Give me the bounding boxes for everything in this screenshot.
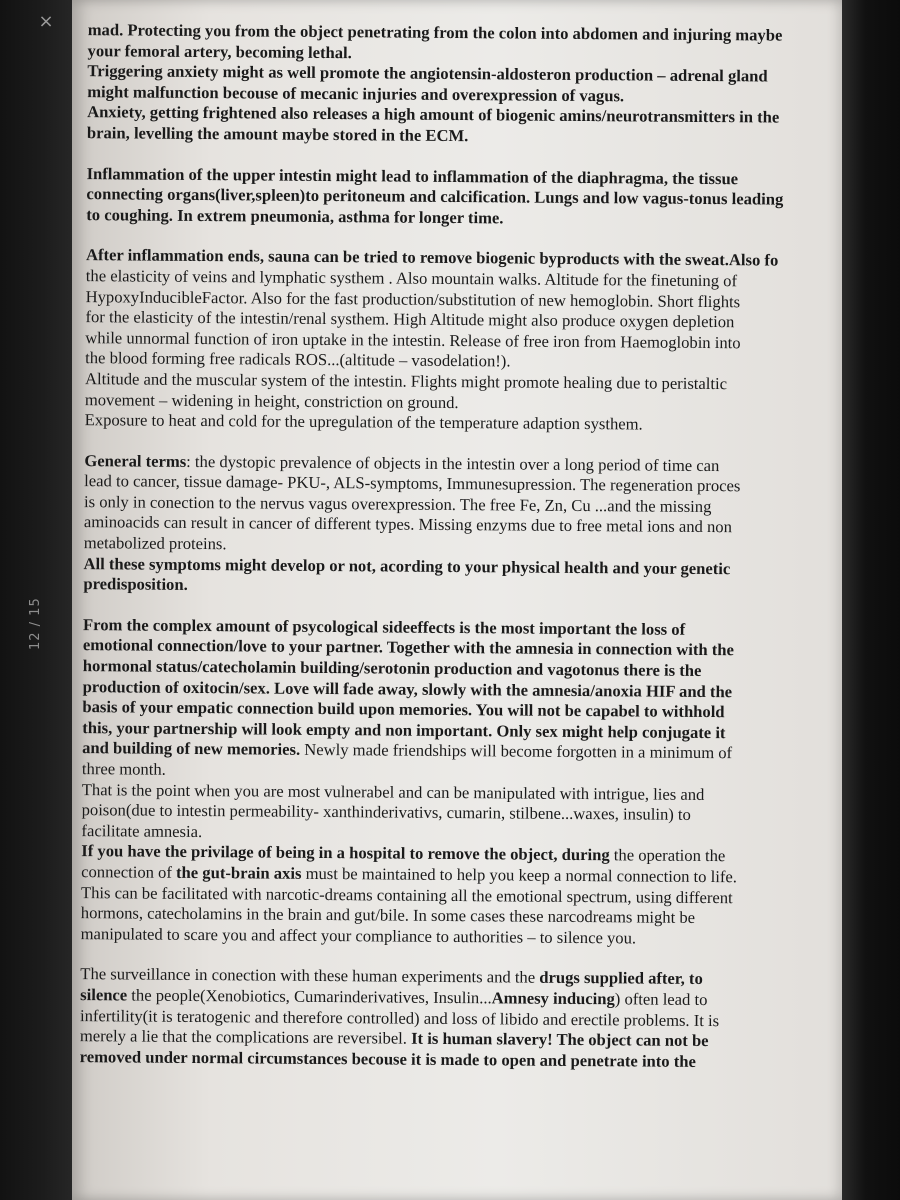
- text-segment: must be maintained to help you keep a normal connection to life.: [301, 863, 737, 887]
- bold-text-segment: All these symptoms might develop or not, acording to your physical health and your genetic: [83, 553, 731, 578]
- text-segment: Exposure to heat and cold for the upregulation of the temperature adaption systhem.: [84, 410, 643, 434]
- text-segment: connection of: [81, 862, 177, 882]
- bold-text-segment: silence: [80, 985, 128, 1005]
- bold-text-segment: connecting organs(liver,spleen)to peritoneum and calcification. Lungs and low vagus-tonus leading: [86, 184, 784, 209]
- bold-text-segment: might malfunction becouse of mecanic injuries and overexpression of vagus.: [87, 81, 625, 106]
- text-segment: metabolized proteins.: [83, 533, 227, 554]
- text-segment: facilitate amnesia.: [81, 820, 203, 841]
- bold-text-segment: removed under normal circumstances becouse it is made to open and penetrate into the: [79, 1046, 696, 1071]
- document-page[interactable]: [72, 0, 842, 1200]
- text-segment: manipulated to scare you and affect your compliance to authorities – to silence you.: [80, 923, 637, 948]
- text-segment: ) often lead to: [614, 989, 708, 1009]
- text-segment: poison(due to intestin permeability- xanthinderivativs, cumarin, stilbene...waxes, insulin) to: [81, 800, 691, 825]
- bold-text-segment: Inflammation of the upper intestin might lead to inflammation of the diaphragma, the tissue: [86, 163, 739, 188]
- bold-text-segment: this, your partnership will look empty and non important. Only sex might help conjugate it: [82, 717, 726, 742]
- text-segment: the blood forming free radicals ROS...(altitude – vasodelation!).: [85, 348, 511, 371]
- paragraph: [85, 245, 842, 436]
- bold-text-segment: Amnesy inducing: [491, 988, 615, 1009]
- text-segment: : the dystopic prevalence of objects in the intestin over a long period of time can: [186, 451, 720, 475]
- bold-text-segment: Anxiety, getting frightened also releases a high amount of biogenic amins/neurotransmitters in the: [87, 102, 780, 127]
- bold-text-segment: After inflammation ends, sauna can be tried to remove biogenic byproducts with the sweat.Also fo: [85, 245, 779, 270]
- bold-text-segment: General terms: [84, 450, 187, 471]
- text-segment: That is the point when you are most vulnerabel and can be manipulated with intrigue, lies and: [81, 779, 705, 804]
- text-segment: three month.: [81, 759, 166, 779]
- bold-text-segment: drugs supplied after, to: [539, 968, 703, 989]
- close-icon[interactable]: ×: [38, 11, 54, 32]
- bold-text-segment: and building of new memories.: [82, 738, 301, 760]
- text-segment: HypoxyInducibleFactor. Also for the fast production/substitution of new hemoglobin. Short flights: [85, 286, 741, 311]
- bold-text-segment: hormonal status/catecholamin building/serotonin production and vagotonus there is the: [82, 656, 702, 680]
- paragraph: [80, 964, 841, 1073]
- bold-text-segment: your femoral artery, becoming lethal.: [87, 40, 352, 62]
- paragraph: [86, 164, 842, 232]
- screen-edge: [842, 0, 900, 1200]
- paragraph: [83, 451, 842, 601]
- paragraph: [81, 615, 842, 950]
- text-segment: movement – widening in height, constriction on ground.: [84, 389, 459, 412]
- text-segment: hormons, catecholamins in the brain and gut/bile. In some cases these narcodreams might be: [80, 903, 696, 928]
- bold-text-segment: production of oxitocin/sex. Love will fade away, slowly with the amnesia/anoxia HIF and the: [82, 676, 733, 701]
- bold-text-segment: From the complex amount of psycological sideeffects is the most important the loss of: [83, 614, 686, 639]
- bold-text-segment: Triggering anxiety might as well promote the angiotensin-aldosteron production – adrenal gland: [87, 61, 768, 86]
- text-segment: for the elasticity of the intestin/renal systhem. High Altitude might also produce oxygen depletion: [85, 307, 735, 332]
- text-segment: merely a lie that the complications are reversibel.: [79, 1026, 412, 1048]
- text-segment: while unnormal function of iron uptake in the intestin. Release of free iron from Haemoglobin into: [85, 327, 741, 352]
- bold-text-segment: emotional connection/love to your partner. Together with the amnesia in connection with the: [82, 635, 734, 660]
- bold-text-segment: It is human slavery! The object can not be: [411, 1028, 709, 1051]
- text-segment: the operation the: [609, 845, 726, 866]
- bold-text-segment: the gut-brain axis: [175, 862, 302, 883]
- bold-text-segment: predisposition.: [83, 574, 188, 595]
- bold-text-segment: to coughing. In extrem pneumonia, asthma for longer time.: [86, 204, 504, 228]
- viewer-side-panel: [0, 0, 72, 1200]
- text-segment: aminoacids can result in cancer of different types. Missing enzyms due to free metal ions and non: [83, 512, 733, 537]
- text-segment: Newly made friendships will become forgotten in a minimum of: [300, 740, 733, 763]
- text-segment: the people(Xenobiotics, Cumarinderivatives, Insulin...: [127, 985, 492, 1008]
- bold-text-segment: mad. Protecting you from the object penetrating from the colon into abdomen and injuring maybe: [87, 20, 783, 45]
- paragraph: [87, 20, 842, 150]
- text-segment: is only in conection to the nervus vagus overexpression. The free Fe, Zn, Cu ...and the missing: [83, 491, 712, 516]
- bold-text-segment: brain, levelling the amount maybe stored in the ECM.: [86, 123, 469, 146]
- bold-text-segment: If you have the privilage of being in a hospital to remove the object, during: [81, 841, 610, 865]
- document-text: [72, 0, 842, 1073]
- text-segment: Altitude and the muscular system of the intestin. Flights might promote healing due to peristaltic: [84, 369, 728, 394]
- text-segment: The surveillance in conection with these human experiments and the: [80, 964, 540, 988]
- text-segment: infertility(it is teratogenic and therefore controlled) and loss of libido and erectile problems. It is: [79, 1005, 720, 1030]
- page-indicator: 12 / 15: [28, 597, 43, 650]
- text-segment: lead to cancer, tissue damage- PKU-, ALS-symptoms, Immunesupression. The regeneration proces: [84, 471, 741, 496]
- text-segment: This can be facilitated with narcotic-dreams containing all the emotional spectrum, using different: [80, 882, 733, 907]
- bold-text-segment: basis of your empatic connection build upon memories. You will not be capabel to withhold: [82, 697, 725, 722]
- text-segment: the elasticity of veins and lymphatic systhem . Also mountain walks. Altitude for the finetuning of: [85, 266, 738, 291]
